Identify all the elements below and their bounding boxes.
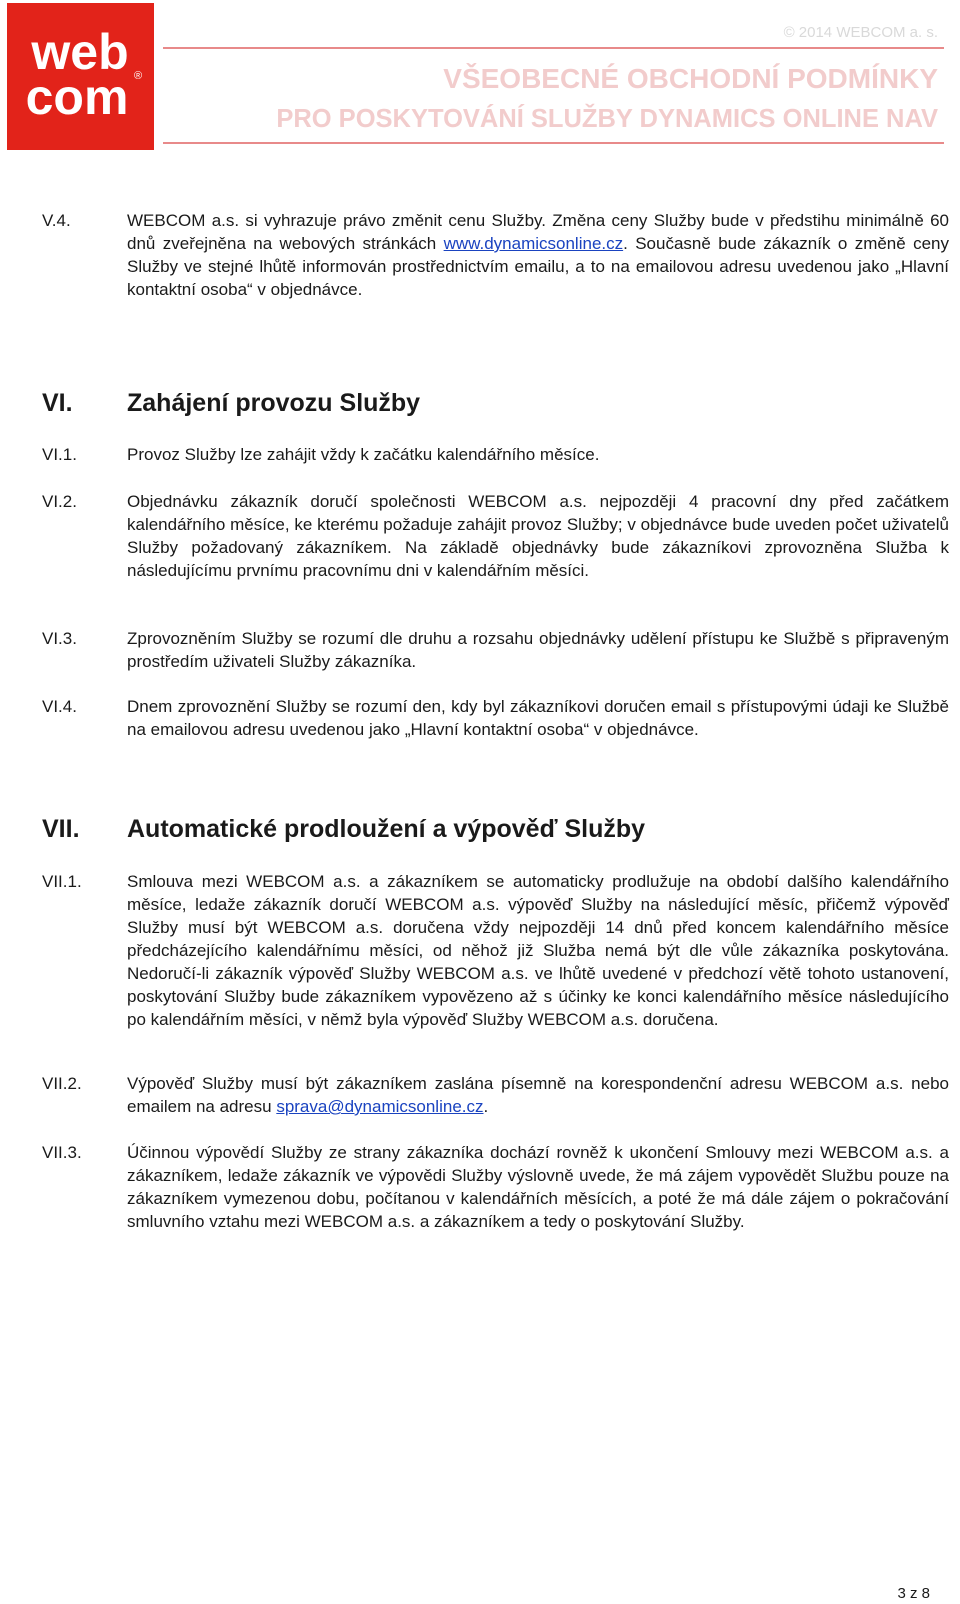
section-number-vii: VII. (42, 815, 80, 843)
clause-text-v4 (127, 209, 949, 301)
document-title-line-1: VŠEOBECNÉ OBCHODNÍ PODMÍNKY (443, 63, 938, 94)
logo-text-top: web (31, 24, 129, 80)
clause-number-vi-2: VI.2. (42, 492, 77, 511)
logo-text-bottom: com (25, 69, 129, 125)
clause-text-v4-part-a: WEBCOM a.s. si vyhrazuje právo změnit cenu Služby. Změna ceny Služby bude v předstihu minimálně 60 dnů zveřejněna na webových stránkách (127, 211, 949, 253)
webcom-logo (7, 3, 154, 150)
clause-text-vii-2-part-b: . (483, 1097, 489, 1116)
clause-number-vi-3: VI.3. (42, 629, 77, 648)
clause-text-vi-2: Objednávku zákazník doručí společnosti WEBCOM a.s. nejpozději 4 pracovní dny před začátkem kalendářního měsíce, ke kterému požaduje zahájit provoz Služby; v objednávce bude uveden počet uživatelů Služby požadovaný zákazníkem. Na základě objednávky bude zákazníkovi zprovozněna Služba k následujícímu prvnímu pracovnímu dni v kalendářním měsíci. (127, 492, 949, 580)
clause-text-vii-2 (127, 1072, 949, 1118)
website-link[interactable]: www.dynamicsonline.cz (443, 234, 624, 253)
clause-number-vi-4: VI.4. (42, 697, 77, 716)
webcom-logo-icon (7, 3, 154, 150)
email-link[interactable]: sprava@dynamicsonline.cz (276, 1097, 484, 1116)
section-title-vii: Automatické prodloužení a výpověď Služby (127, 815, 646, 843)
clause-text-vii-3: Účinnou výpovědí Služby ze strany zákazníka dochází rovněž k ukončení Smlouvy mezi WEBCOM a.s. a zákazníkem, ledaže zákazník ve výpovědi Služby výslovně uvede, že má zájem vypovědět Službu pouze na zákazníkem vymezenou dobu, počítanou v kalendářních měsících, a poté že má dále zájem o pokračování smluvního vztahu mezi WEBCOM a.s. a zákazníkem a tedy o poskytování Služby. (127, 1143, 949, 1231)
section-number-vi: VI. (42, 389, 73, 417)
clause-text-vi-1: Provoz Služby lze zahájit vždy k začátku kalendářního měsíce. (127, 445, 600, 464)
clause-number-vii-1: VII.1. (42, 872, 82, 891)
header-rule-top (163, 47, 944, 49)
document-title-line-2: PRO POSKYTOVÁNÍ SLUŽBY DYNAMICS ONLINE NAV (276, 105, 938, 133)
clause-text-vi-4: Dnem zprovoznění Služby se rozumí den, kdy byl zákazníkovi doručen email s přístupovými údaji ke Službě na emailovou adresu uvedenou jako „Hlavní kontaktní osoba“ v objednávce. (127, 697, 949, 739)
clause-text-vii-2-part-a: Výpověď Služby musí být zákazníkem zaslána písemně na korespondenční adresu WEBCOM a.s. nebo emailem na adresu (127, 1074, 949, 1116)
clause-number-v4: V.4. (42, 211, 71, 230)
clause-text-v4-part-b: . Současně bude zákazník o změně ceny Služby ve stejné lhůtě informován prostřednictvím emailu, a to na emailovou adresu uvedenou jako „Hlavní kontaktní osoba“ v objednávce. (127, 234, 949, 299)
clause-number-vii-2: VII.2. (42, 1074, 82, 1093)
section-title-vi: Zahájení provozu Služby (127, 389, 421, 417)
clause-text-vi-3: Zprovozněním Služby se rozumí dle druhu a rozsahu objednávky udělení přístupu ke Službě s připraveným prostředím uživateli Služby zákazníka. (127, 629, 949, 671)
clause-number-vii-3: VII.3. (42, 1143, 82, 1162)
clause-number-vi-1: VI.1. (42, 445, 77, 464)
header-rule-bottom (163, 142, 944, 144)
copyright-notice: © 2014 WEBCOM a. s. (783, 24, 938, 41)
clause-text-vii-1: Smlouva mezi WEBCOM a.s. a zákazníkem se automaticky prodlužuje na období dalšího kalendářního měsíce, ledaže zákazník doručí WEBCOM a.s. výpověď Služby na následující měsíc, přičemž výpověď Služby musí být WEBCOM a.s. doručena vždy nejpozději 14 dnů před koncem kalendářního měsíce předcházejícího kalendářnímu měsíci, od něhož již Služba nemá být dle vůle zákazníka poskytována. Nedoručí-li zákazník výpověď Služby WEBCOM a.s. ve lhůtě uvedené v předchozí větě tohoto ustanovení, poskytování Služby bude zákazníkem vypovězeno až s účinky ke konci kalendářního měsíce následujícího po kalendářním měsíci, v němž byla výpověď Služby WEBCOM a.s. doručena. (127, 872, 949, 1029)
page-number: 3 z 8 (897, 1585, 930, 1602)
logo-registered-mark: ® (133, 70, 143, 82)
